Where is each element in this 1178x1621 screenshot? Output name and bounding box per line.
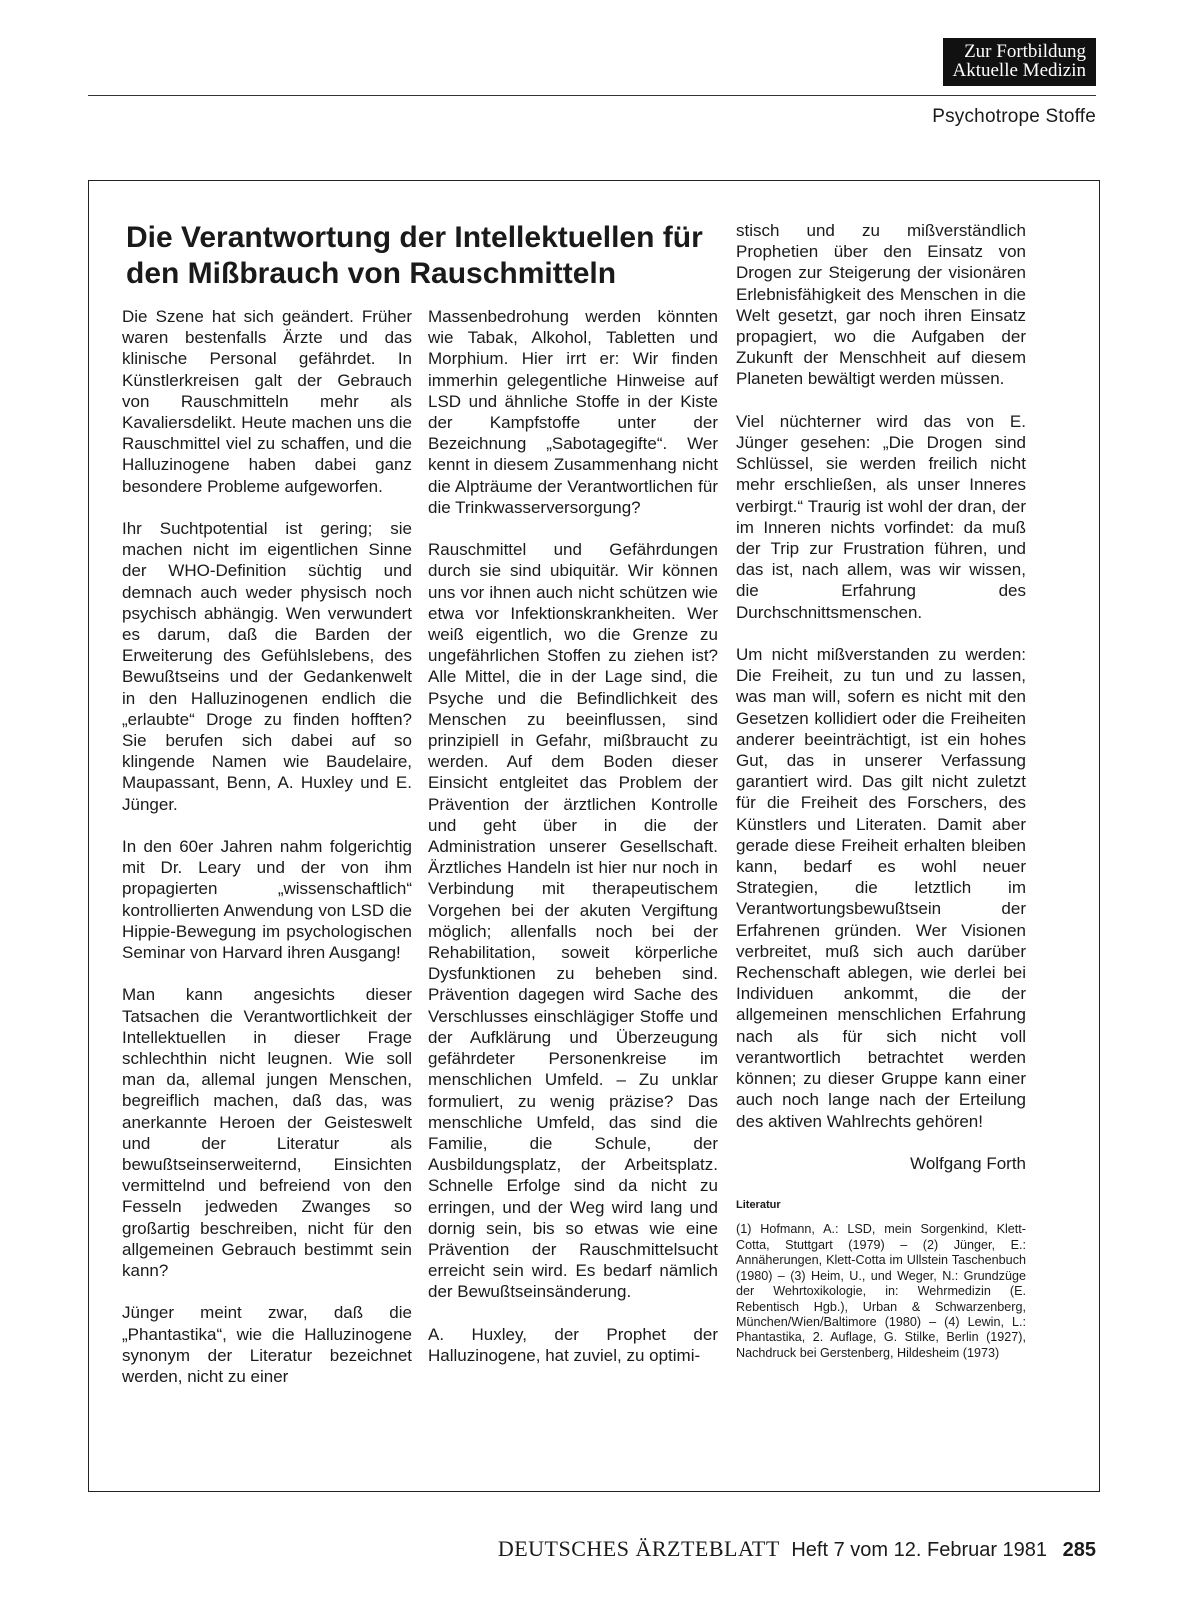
paragraph: Man kann angesichts dieser Tatsachen die Verantwortlichkeit der Intellektuellen in dieser Frage schlechthin nicht leugnen. Wie soll man da, allemal jungen Menschen, begreiflich machen, daß das, was anerkannte Heroen der Geisteswelt und der Literatur als bewußtseinserweiternd, Einsichten vermittelnd und befreiend von den Fesseln jedweden Zwanges so großartig beschreiben, nicht für den allgemeinen Gebrauch bestimmt sein kann? bbox=[122, 985, 412, 1281]
literature-heading: Literatur bbox=[736, 1199, 781, 1212]
section-tag-line1: Zur Fortbildung bbox=[964, 41, 1086, 62]
paragraph: In den 60er Jahren nahm folgerichtig mit Dr. Leary und der von ihm propagierten „wissenschaftlich“ kontrollierten Anwendung von LSD die Hippie-Bewegung im psychologischen Seminar von Harvard ihren Ausgang! bbox=[122, 837, 412, 963]
section-tag bbox=[943, 38, 1097, 86]
section-tag-line2: Aktuelle Medizin bbox=[952, 60, 1086, 81]
article-title: Die Verantwortung der Intellektuellen für den Mißbrauch von Rauschmitteln bbox=[126, 221, 703, 290]
paragraph: Um nicht mißverstanden zu werden: Die Freiheit, zu tun und zu lassen, was man will, sofern es nicht mit den Gesetzen kollidiert oder die Freiheiten anderer beeinträchtigt, ist ein hohes Gut, das in unserer Verfassung garantiert wird. Das gilt nicht zuletzt für die Freiheit des Forschers, des Künstlers und Literaten. Damit aber gerade diese Freiheit erhalten bleiben kann, bedarf es wohl neuer Strategien, die letztlich im Verantwortungsbewußtsein der Erfahrenen gründen. Wer Visionen verbreitet, muß sich auch darüber Rechenschaft ablegen, wie derlei bei Individuen ankommt, die der allgemeinen menschlichen Erfahrung nach als für sich nicht voll verantwortlich betrachtet werden können; zu dieser Gruppe kann einer auch noch lange nach der Erteilung des aktiven Wahlrechts gehören! bbox=[736, 645, 1026, 1131]
page-number: 285 bbox=[1062, 1539, 1096, 1561]
page-footer bbox=[498, 1536, 1096, 1562]
issue-info: Heft 7 vom 12. Februar 1981 bbox=[791, 1539, 1048, 1561]
author-signature bbox=[736, 1153, 1026, 1174]
column-1 bbox=[122, 306, 412, 1408]
paragraph: Massenbedrohung werden könnten wie Tabak, Alkohol, Tabletten und Morphium. Hier irrt er: Wir finden immerhin gelegentliche Hinweise auf LSD und ähnliche Stoffe in der Kiste der Kampfstoffe unter der Bezeichnung „Sabotagegifte“. Wer kennt in diesem Zusammenhang nicht die Alpträume der Verantwortlichen für die Trinkwasserversorgung? bbox=[428, 307, 718, 517]
paragraph: Viel nüchterner wird das von E. Jünger gesehen: „Die Drogen sind Schlüssel, sie werden freilich nicht mehr erschließen, als unser Inneres verbirgt.“ Traurig ist wohl der dran, der im Inneren nichts vorfindet: da muß der Trip zur Frustration führen, und das ist, nach allem, was wir wissen, die Erfahrung des Durchschnittsmenschen. bbox=[736, 411, 1026, 622]
author-name: Wolfgang Forth bbox=[910, 1153, 1026, 1173]
paragraph: Rauschmittel und Gefährdungen durch sie sind ubiquitär. Wir können uns vor ihnen auch nicht schützen wie etwa vor Infektionskrankheiten. Wer weiß eigentlich, wo die Grenze zu ungefährlichen Stoffen zu ziehen ist? Alle Mittel, die in der Lage sind, die Psyche und die Befindlichkeit des Menschen zu beeinflussen, sind prinzipiell in Gefahr, mißbraucht zu werden. Auf dem Boden dieser Einsicht entgleitet das Problem der Prävention der ärztlichen Kontrolle und geht über in die der Administration unserer Gesellschaft. Ärztliches Handeln ist hier nur noch in Verbindung mit therapeutischem Vorgehen bei der akuten Vergiftung möglich; allenfalls noch bei der Rehabilitation, soweit körperliche Dysfunktionen zu beheben sind. Prävention dagegen wird Sache des Verschlusses einschlägiger Stoffe und der Aufklärung und Überzeugung gefährdeter Personenkreise im menschlichen Umfeld. – Zu unklar formuliert, zu wenig präzise? Das menschliche Umfeld, das sind die Familie, die Schule, der Ausbildungsplatz, der Arbeitsplatz. Schnelle Erfolge sind da nicht zu erringen, und der Weg wird lang und dornig sein, bis so etwas wie eine Prävention der Rauschmittelsucht erreicht sein wird. Es bedarf nämlich der Bewußtseinsänderung. bbox=[428, 540, 718, 1302]
literature-list: (1) Hofmann, A.: LSD, mein Sorgenkind, Klett-Cotta, Stuttgart (1979) – (2) Jünger, E.: Annäherungen, Klett-Cotta im Ullstein Taschenbuch (1980) – (3) Heim, U., und Weger, N.: Grundzüge der Wehrtoxikologie, in: Wehrmedizin (E. Rebentisch Hgb.), Urban & Schwarzenberg, München/Wien/Baltimore (1980) – (4) Lewin, L.: Phantastika, 2. Auflage, G. Stilke, Berlin (1927), Nachdruck bei Gerstenberg, Hildesheim (1973) bbox=[736, 1222, 1026, 1360]
topic-label: Psychotrope Stoffe bbox=[932, 106, 1096, 127]
header-rule bbox=[88, 95, 1096, 96]
paragraph: A. Huxley, der Prophet der Halluzinogene, hat zuviel, zu optimi- bbox=[428, 1324, 718, 1365]
paragraph: Ihr Suchtpotential ist gering; sie machen nicht im eigentlichen Sinne der WHO-Definition süchtig und demnach auch weder physisch noch psychisch abhängig. Wen verwundert es darum, daß die Barden der Erweiterung des Gefühlslebens, des Bewußtseins und der Gedankenwelt in den Halluzinogenen endlich die „erlaubte“ Droge zu finden hofften? Sie berufen sich dabei auf so klingende Namen wie Baudelaire, Maupassant, Benn, A. Huxley und E. Jünger. bbox=[122, 519, 412, 814]
column-2 bbox=[428, 306, 718, 1387]
paragraph: Die Szene hat sich geändert. Früher waren bestenfalls Ärzte und das klinische Personal gefährdet. In Künstlerkreisen galt der Gebrauch von Rauschmitteln mehr als Kavaliersdelikt. Heute machen uns die Rauschmittel viel zu schaffen, und die Halluzinogene haben dabei ganz besondere Probleme aufgeworfen. bbox=[122, 307, 412, 496]
paragraph: stisch und zu mißverständlich Prophetien über den Einsatz von Drogen zur Steigerung der visionären Erlebnisfähigkeit des Menschen in die Welt gesetzt, gar noch ihren Einsatz propagiert, wo die Aufgaben der Zukunft der Menschheit auf diesem Planeten bewältigt werden müssen. bbox=[736, 221, 1026, 389]
journal-name: DEUTSCHES ÄRZTEBLATT bbox=[497, 1536, 780, 1561]
paragraph: Jünger meint zwar, daß die „Phantastika“, wie die Halluzinogene synonym der Literatur bezeichnet werden, nicht zu einer bbox=[122, 1303, 412, 1387]
column-3 bbox=[736, 220, 1026, 1361]
